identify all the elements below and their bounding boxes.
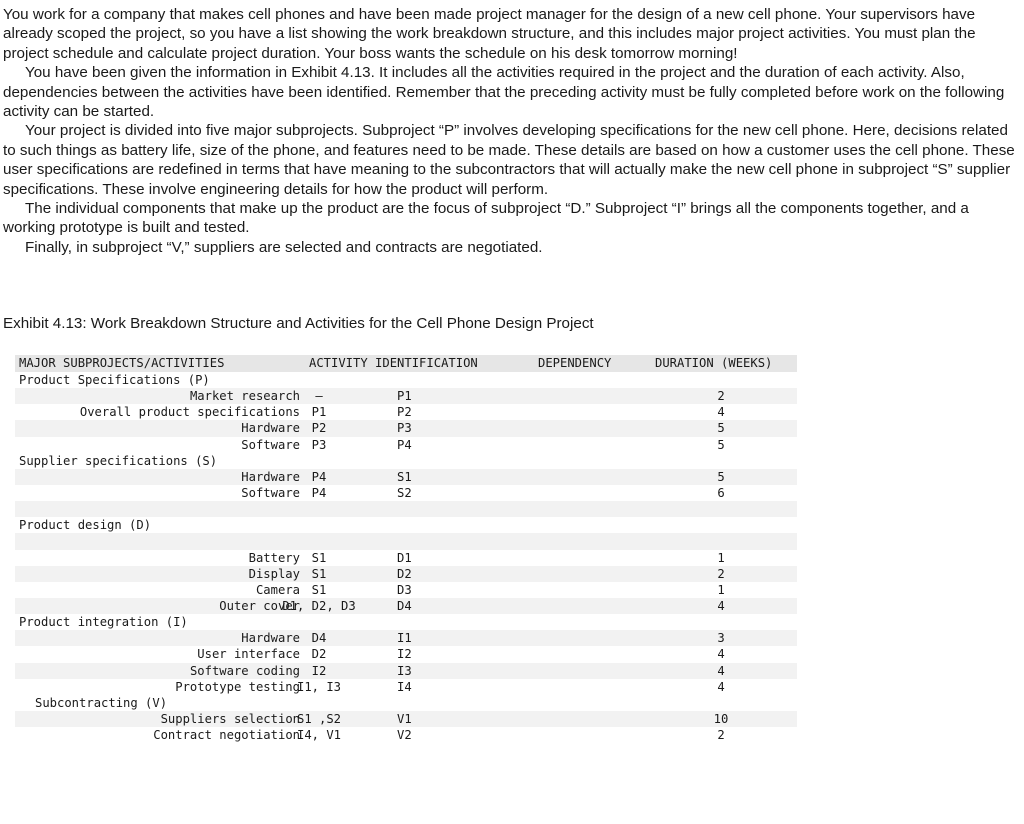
group-row-s <box>15 453 797 469</box>
paragraph-exhibit-info: You have been given the information in Exhibit 4.13. It includes all the activities required in the project and the duration of each activity. Also, dependencies between the activities have been identified. Remember that the preceding activity must be fully completed before work on the following activity can be started. <box>3 64 1005 121</box>
activity-id: P2 <box>397 405 412 420</box>
activity-dependency: P2 <box>311 421 327 436</box>
activity-duration: 3 <box>717 631 725 646</box>
activity-dependency: S1 <box>311 582 327 597</box>
activity-duration: 1 <box>717 550 725 565</box>
activity-id: V2 <box>397 728 412 743</box>
table-row <box>15 727 797 743</box>
activity-dependency: P4 <box>311 469 327 484</box>
table-row <box>15 679 797 695</box>
activity-duration: 2 <box>717 566 725 581</box>
paragraph-subprojects: Your project is divided into five major subprojects. Subproject “P” involves developing specifications for the new cell phone. Here, decisions related to such things as battery life, size of the phone, and features need to be made. These details are based on how a customer uses the cell phone. These user specifications are redefined in terms that have meaning to the subcontractors that will actually make the new cell phone in subproject “S” supplier specifications. These involve engineering details for how the product will perform. <box>3 122 1015 198</box>
activity-dependency: S1 <box>311 566 327 581</box>
activity-name: Market research <box>189 389 300 404</box>
table-header-row <box>15 355 797 372</box>
activity-id: D1 <box>397 550 412 565</box>
table-row <box>15 388 797 404</box>
table-row <box>15 420 797 436</box>
activity-name: Display <box>248 566 300 581</box>
activity-name: Software coding <box>189 663 300 678</box>
group-row-v <box>15 695 797 711</box>
table-row <box>15 566 797 582</box>
problem-statement <box>3 5 1019 257</box>
activity-dependency: D1, D2, D3 <box>282 598 356 613</box>
activity-duration: 2 <box>717 728 725 743</box>
activity-id: I2 <box>397 647 412 662</box>
activity-name: Outer cover <box>219 598 300 613</box>
header-duration: DURATION (WEEKS) <box>655 356 773 370</box>
activity-dependency: S1 ,S2 <box>296 711 342 726</box>
activity-duration: 5 <box>717 421 725 436</box>
activity-id: V1 <box>397 711 412 726</box>
group-row-p <box>15 372 797 388</box>
activity-name: Contract negotiation <box>153 728 300 743</box>
table-row <box>15 646 797 662</box>
paragraph-components: The individual components that make up the product are the focus of subproject “D.” Subproject “I” brings all the components together, and a working prototype is built and tested. <box>3 200 969 237</box>
table-row <box>15 485 797 501</box>
wbs-table <box>15 355 797 743</box>
table-row <box>15 663 797 679</box>
activity-id: P1 <box>397 389 412 404</box>
activity-name: Software <box>241 485 300 500</box>
header-dependency: DEPENDENCY <box>538 356 612 370</box>
activity-name: Software <box>241 437 300 452</box>
activity-dependency: P1 <box>311 405 327 420</box>
activity-id: P4 <box>397 437 412 452</box>
header-activity-id: ACTIVITY IDENTIFICATION <box>309 356 478 370</box>
activity-dependency: I2 <box>311 663 327 678</box>
activity-name: User interface <box>197 647 300 662</box>
group-label: Product design (D) <box>19 518 152 533</box>
table-row <box>15 469 797 485</box>
activity-id: S2 <box>397 485 412 500</box>
spacer-row <box>15 533 797 549</box>
activity-duration: 1 <box>717 582 725 597</box>
activity-name: Camera <box>255 582 300 597</box>
activity-id: I1 <box>397 631 412 646</box>
table-row <box>15 404 797 420</box>
activity-name: Battery <box>248 550 300 565</box>
activity-name: Hardware <box>241 421 300 436</box>
activity-duration: 4 <box>717 647 725 662</box>
activity-id: I4 <box>397 679 412 694</box>
activity-name: Overall product specifications <box>79 405 300 420</box>
activity-dependency: I1, I3 <box>296 679 342 694</box>
paragraph-intro: You work for a company that makes cell phones and have been made project manager for the design of a new cell phone. Your supervisors have already scoped the project, so you have a list showing the work breakdown structure, and this includes major project activities. You must plan the project schedule and calculate project duration. Your boss wants the schedule on his desk tomorrow morning! <box>3 6 976 62</box>
header-activity: MAJOR SUBPROJECTS/ACTIVITIES <box>19 356 225 370</box>
table-row <box>15 630 797 646</box>
activity-duration: 4 <box>717 679 725 694</box>
activity-id: D3 <box>397 582 412 597</box>
group-label: Subcontracting (V) <box>35 695 168 710</box>
activity-duration: 4 <box>717 405 725 420</box>
activity-name: Prototype testing <box>175 679 300 694</box>
group-row-i <box>15 614 797 630</box>
activity-duration: 5 <box>717 469 725 484</box>
activity-dependency: D2 <box>311 647 327 662</box>
activity-dependency: P3 <box>311 437 327 452</box>
activity-dependency: P4 <box>311 485 327 500</box>
activity-id: I3 <box>397 663 412 678</box>
activity-dependency: S1 <box>311 550 327 565</box>
activity-name: Suppliers selection <box>160 711 300 726</box>
activity-name: Hardware <box>241 631 300 646</box>
spacer-row <box>15 501 797 517</box>
activity-duration: 2 <box>717 389 725 404</box>
table-row <box>15 582 797 598</box>
activity-duration: 5 <box>717 437 725 452</box>
table-row <box>15 437 797 453</box>
activity-id: S1 <box>397 469 412 484</box>
activity-duration: 4 <box>717 663 725 678</box>
group-row-d <box>15 517 797 533</box>
activity-duration: 6 <box>717 485 725 500</box>
activity-dependency: D4 <box>311 631 327 646</box>
activity-dependency: I4, V1 <box>296 728 342 743</box>
table-row <box>15 598 797 614</box>
activity-id: D2 <box>397 566 412 581</box>
group-label: Product Specifications (P) <box>19 373 210 387</box>
activity-id: D4 <box>397 598 412 613</box>
activity-duration: 4 <box>717 598 725 613</box>
paragraph-suppliers: Finally, in subproject “V,” suppliers are selected and contracts are negotiated. <box>25 238 543 256</box>
activity-duration: 10 <box>713 711 729 726</box>
activity-dependency: — <box>315 389 323 404</box>
table-row <box>15 550 797 566</box>
group-label: Supplier specifications (S) <box>19 453 218 468</box>
activity-id: P3 <box>397 421 412 436</box>
activity-name: Hardware <box>241 469 300 484</box>
exhibit-title: Exhibit 4.13: Work Breakdown Structure and Activities for the Cell Phone Design Project <box>3 315 594 332</box>
group-label: Product integration (I) <box>19 615 188 630</box>
table-row <box>15 711 797 727</box>
